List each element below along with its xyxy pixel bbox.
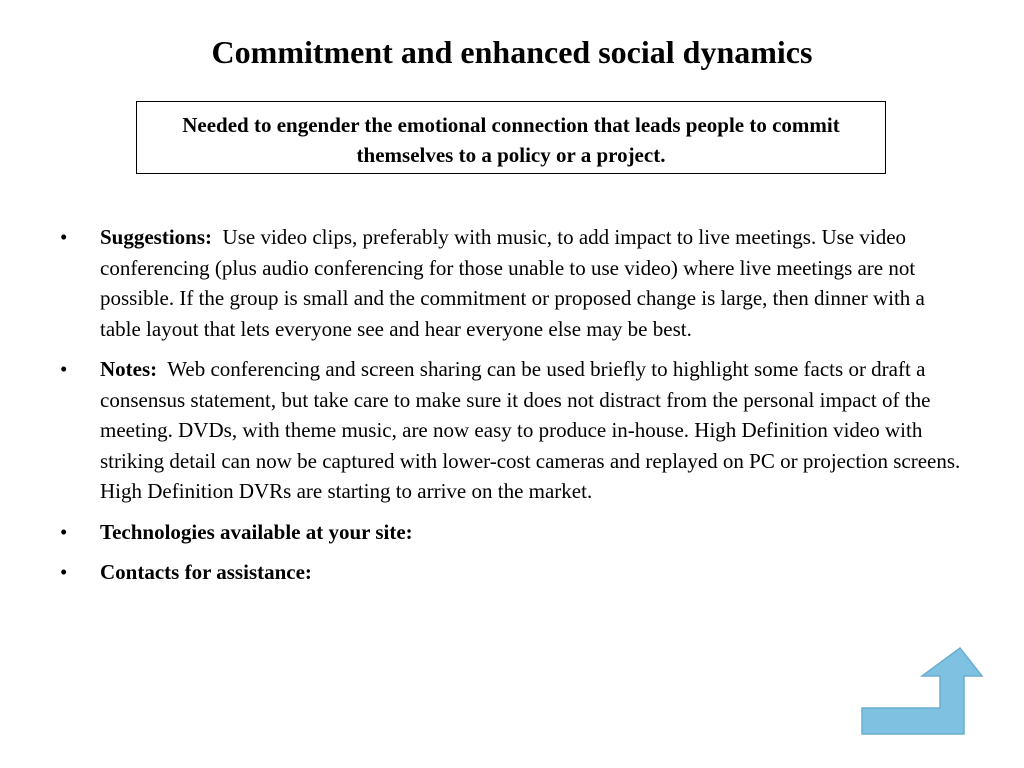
slide-title: Commitment and enhanced social dynamics [211, 34, 813, 70]
bullet-marker: • [60, 357, 68, 381]
bullet-label: Contacts for assistance: [100, 560, 312, 584]
back-button[interactable] [860, 646, 984, 736]
return-arrow-icon [860, 646, 984, 736]
bullet-text: Use video clips, preferably with music, to add impact to live meetings. Use video conferencing (plus audio conferencing for those unable to use video) where live meetings are not possible. If the group is small and the commitment or proposed change is large, then dinner with a table layout that lets everyone see and hear everyone else may be best. [100, 225, 925, 341]
bullet-list [60, 222, 970, 598]
bullet-item-contacts [60, 557, 970, 588]
bullet-text: Web conferencing and screen sharing can be used briefly to highlight some facts or draft a consensus statement, but take care to make sure it does not distract from the personal impact of the meeting. DVDs, with theme music, are now easy to produce in-house. High Definition video with striking detail can now be captured with lower-cost cameras and replayed on PC or projection screens. High Definition DVRs are starting to arrive on the market. [100, 357, 961, 503]
bullet-item-technologies [60, 517, 970, 548]
bullet-label: Suggestions: [100, 225, 213, 249]
bullet-marker: • [60, 519, 68, 544]
bullet-item-suggestions [60, 222, 970, 344]
bullet-marker: • [60, 225, 68, 249]
bullet-label: Notes: [100, 357, 158, 381]
callout-text: Needed to engender the emotional connection that leads people to commit themselves to a policy or a project. [182, 113, 840, 167]
bullet-marker: • [60, 560, 68, 584]
bullet-item-notes [60, 354, 970, 507]
callout-box [136, 101, 886, 174]
bullet-label: Technologies available at your site: [100, 519, 413, 544]
